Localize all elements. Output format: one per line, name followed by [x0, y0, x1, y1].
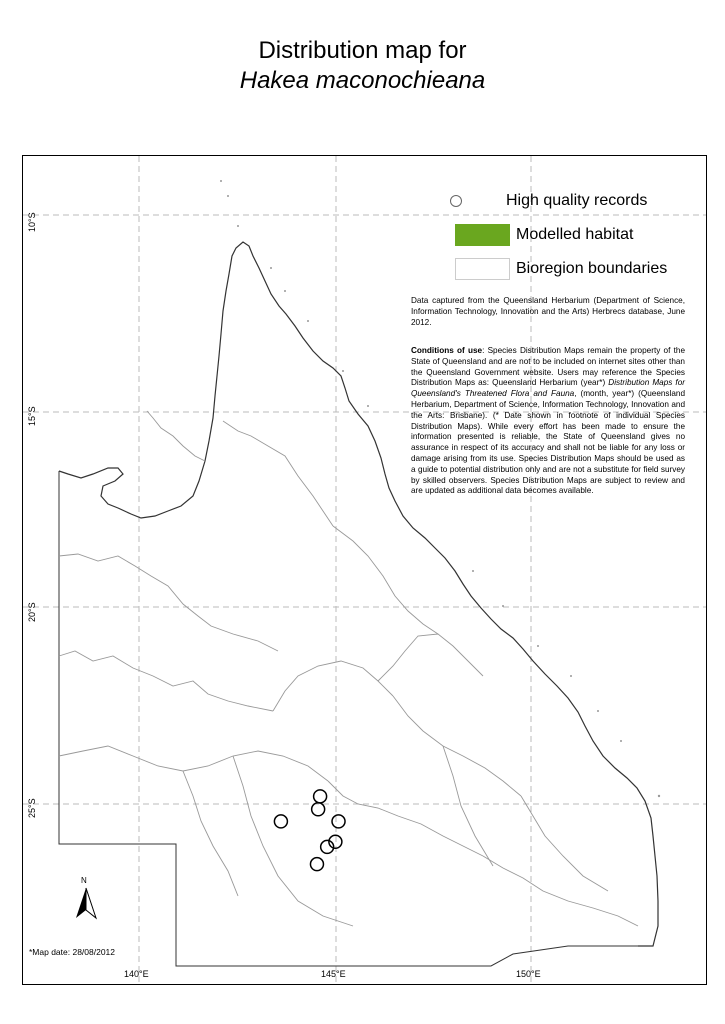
legend-item-habitat — [430, 223, 633, 247]
conditions-part-2: , (month, year*) (Queensland Herbarium, Department of Science, Information Technology, Innovation and the Arts: Brisbane). (* Date shown in footnote of individual Species Distribution Maps). While every effort has been made to ensure the information presented is reliable, the State of Queensland gives no assurance in respect of its accuracy and shall not be liable for any loss or damage arising from its use. Species Distribution Maps should be used as a guide to potential distribution only and are not a substitute for field survey by skilled observers. Species Distribution Maps are subject to review and are updated as additional data becomes available. — [411, 389, 685, 496]
north-label: N — [81, 876, 87, 885]
north-arrow — [72, 876, 100, 920]
conditions-italic: Distribution Maps for Queensland's Threatened Flora and Fauna — [411, 378, 685, 399]
conditions-part-1: : Species Distribution Maps remain the property of the State of Queensland and are not to be included on internet sites other than the Queensland Government website. Users may reference the Species Distribution Maps as: Queensland Herbarium (year*) — [411, 346, 685, 388]
record-point — [332, 815, 345, 828]
lon-label-150e: 150°E — [516, 969, 541, 979]
lat-label-25s: 25°S — [27, 798, 37, 818]
legend-label-records: High quality records — [506, 192, 648, 209]
record-point — [314, 790, 327, 803]
map-date: *Map date: 28/08/2012 — [29, 947, 116, 957]
lat-label-10s: 10°S — [27, 212, 37, 232]
record-point — [274, 815, 287, 828]
north-arrow-icon — [72, 886, 100, 920]
legend-label-habitat: Modelled habitat — [516, 226, 634, 243]
conditions-heading: Conditions of use — [411, 346, 483, 355]
lat-label-15s: 15°S — [27, 406, 37, 426]
legend-label-bioregion: Bioregion boundaries — [516, 260, 668, 277]
bioregion-swatch — [455, 258, 510, 280]
lat-label-20s: 20°S — [27, 602, 37, 622]
record-point — [312, 803, 325, 816]
habitat-swatch — [455, 224, 510, 246]
record-point — [310, 858, 323, 871]
legend-item-bioregion — [430, 257, 667, 281]
lon-label-145e: 145°E — [321, 969, 346, 979]
records-layer — [274, 790, 345, 871]
species-name: Hakea maconochieana — [239, 67, 486, 94]
title-line-1: Distribution map for — [258, 37, 467, 64]
record-symbol-icon — [450, 195, 462, 207]
state-border — [59, 471, 638, 966]
data-source-text: Data captured from the Queensland Herbarium (Department of Science, Information Technology, Innovation and the Arts) Herbrecs database, June 2012. — [411, 296, 685, 327]
map-title — [0, 36, 725, 96]
legend-item-records — [430, 189, 647, 213]
conditions-of-use-text — [411, 346, 685, 497]
lon-label-140e: 140°E — [124, 969, 149, 979]
